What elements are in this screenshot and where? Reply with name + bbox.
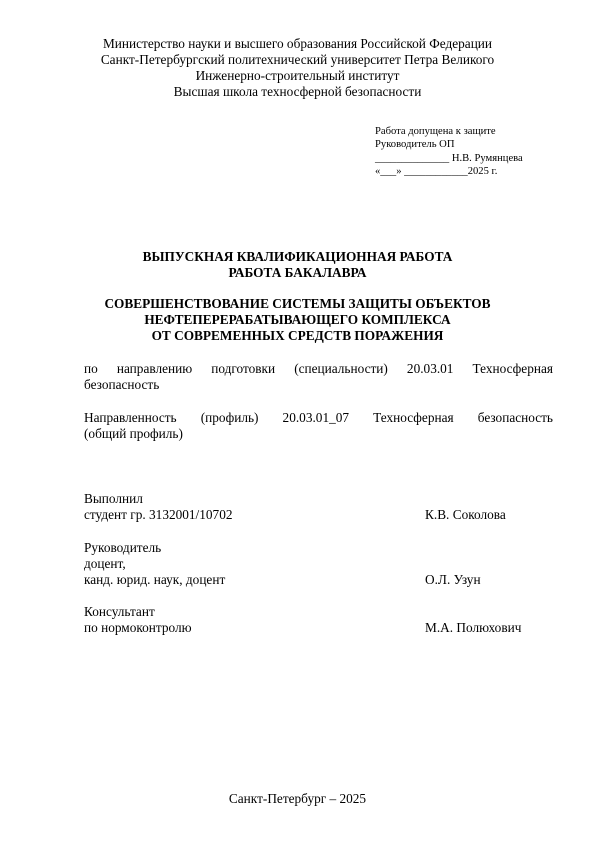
profile-line-1: Направленность (профиль) 20.03.01_07 Техносферная безопасность (84, 410, 553, 425)
topic-line-2: НЕФТЕПЕРЕРАБАТЫВАЮЩЕГО КОМПЛЕКСА (144, 312, 451, 327)
school-name: Высшая школа техносферной безопасности (173, 84, 422, 99)
approval-head-name: Н.В. Румянцева (451, 153, 523, 164)
institute-name: Инженерно-строительный институт (195, 68, 400, 83)
work-type-subtitle: РАБОТА БАКАЛАВРА (228, 265, 367, 280)
approval-signature-line (375, 152, 523, 166)
direction-line-1: по направлению подготовки (специальности) 20.03.01 Техносферная (84, 361, 553, 376)
supervisor-role: Руководитель (84, 540, 162, 555)
direction-line-2: безопасность (84, 377, 160, 392)
profile-line-2: (общий профиль) (84, 426, 183, 441)
supervisor-title-2: канд. юрид. наук, доцент (84, 572, 226, 587)
direction-paragraph (84, 361, 553, 393)
work-type-title: ВЫПУСКНАЯ КВАЛИФИКАЦИОННАЯ РАБОТА (142, 249, 453, 264)
consultant-name: М.А. Полюхович (425, 620, 522, 635)
date-year: 2025 г. (467, 166, 498, 177)
profile-paragraph (84, 410, 553, 442)
city-year: Санкт-Петербург – 2025 (228, 791, 367, 806)
supervisor-title-1: доцент, (84, 556, 126, 571)
approval-date-line (375, 165, 497, 179)
approval-head-title: Руководитель ОП (375, 139, 455, 150)
date-month-blank: ____________ (404, 166, 468, 177)
date-quote-close: » (396, 166, 402, 177)
signature-blank: ______________ (375, 153, 450, 164)
approval-statement: Работа допущена к защите (375, 126, 496, 137)
supervisor-name: О.Л. Узун (425, 572, 481, 587)
performer-name: К.В. Соколова (425, 507, 506, 522)
performer-group: студент гр. 3132001/10702 (84, 507, 233, 522)
date-quote-open: « (375, 166, 381, 177)
date-day-blank: ___ (380, 166, 397, 177)
consultant-title: по нормоконтролю (84, 620, 192, 635)
topic-line-1: СОВЕРШЕНСТВОВАНИЕ СИСТЕМЫ ЗАЩИТЫ ОБЪЕКТОВ (104, 296, 491, 311)
topic-line-3: ОТ СОВРЕМЕННЫХ СРЕДСТВ ПОРАЖЕНИЯ (151, 328, 444, 343)
performer-role: Выполнил (84, 491, 143, 506)
university-name: Санкт-Петербургский политехнический университет Петра Великого (100, 52, 495, 67)
ministry-name: Министерство науки и высшего образования Российской Федерации (102, 36, 493, 51)
consultant-role: Консультант (84, 604, 155, 619)
